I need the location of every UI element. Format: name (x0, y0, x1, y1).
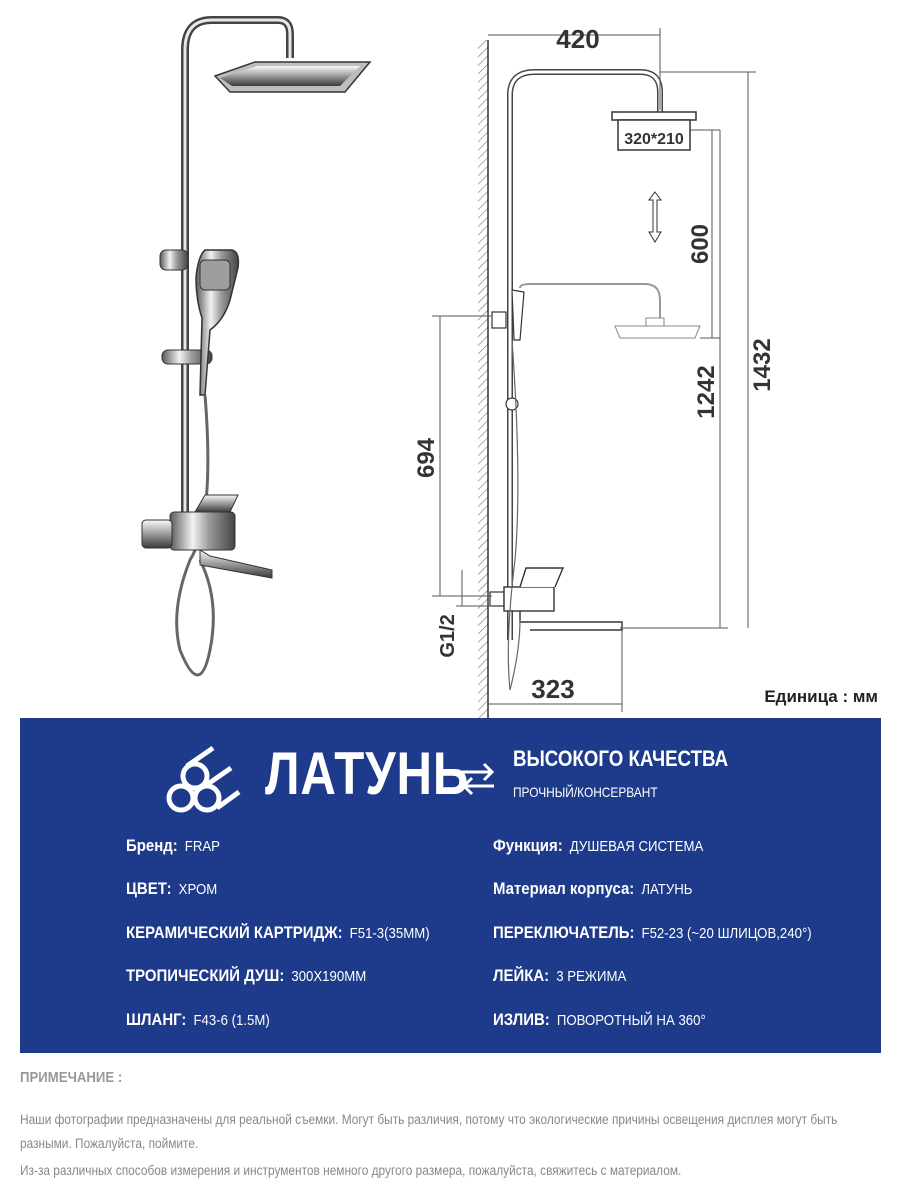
banner-title: ЛАТУНЬ (265, 740, 470, 807)
spec-color (126, 879, 217, 899)
dim-head-size: 320*210 (624, 131, 684, 148)
dim-spout: 323 (531, 674, 575, 704)
spec-value: F52-23 (~20 ШЛИЦОВ,240°) (641, 925, 812, 942)
spec-rain-shower (126, 966, 366, 986)
spec-label: ЦВЕТ: (126, 879, 172, 898)
spec-value: ХРОМ (178, 881, 218, 898)
spec-label: ЛЕЙКА: (493, 966, 550, 985)
spec-value: 3 РЕЖИМА (556, 968, 627, 985)
spec-label: Функция: (493, 836, 563, 855)
spec-label: ШЛАНГ: (126, 1010, 187, 1029)
spec-value: ДУШЕВАЯ СИСТЕМА (569, 838, 704, 855)
spec-value: FRAP (184, 838, 220, 855)
spec-brand (126, 836, 220, 856)
spec-value: F43-6 (1.5M) (193, 1012, 270, 1029)
spec-hand-shower (493, 966, 626, 986)
brass-pipes-icon (165, 742, 243, 814)
spec-label: ТРОПИЧЕСКИЙ ДУШ: (126, 966, 285, 985)
spec-value: F51-3(35MM) (349, 925, 430, 942)
spec-label: КЕРАМИЧЕСКИЙ КАРТРИДЖ: (126, 923, 343, 942)
spec-value: 300X190MM (291, 968, 367, 985)
dim-adjust: 600 (687, 223, 714, 265)
spec-diverter (493, 923, 812, 943)
note-line-1: Наши фотографии предназначены для реальной съемки. Могут быть различия, потому что экологические причины освещения дисплея могут быть разными. Пожалуйста, поймите. (20, 1112, 838, 1151)
quality-title: ВЫСОКОГО КАЧЕСТВА (513, 746, 729, 771)
exchange-arrows-icon (458, 760, 498, 796)
spec-spout (493, 1010, 706, 1030)
spec-value: ПОВОРОТНЫЙ НА 360° (556, 1012, 706, 1029)
dim-width-top: 420 (556, 24, 600, 54)
dim-height-1242: 1242 (693, 365, 720, 419)
unit-label: Единица : мм (764, 687, 878, 706)
spec-label: ИЗЛИВ: (493, 1010, 550, 1029)
quality-subtitle: ПРОЧНЫЙ/КОНСЕРВАНТ (513, 784, 658, 800)
spec-label: Материал корпуса: (493, 879, 635, 898)
spec-panel (20, 718, 881, 1053)
product-photo (142, 20, 370, 675)
note-line-2: Из-за различных способов измерения и инструментов немного другого размера, пожалуйста, свяжитесь с материалом. (20, 1163, 682, 1178)
dim-height-1432: 1432 (749, 338, 776, 392)
spec-value: ЛАТУНЬ (641, 881, 693, 898)
dim-thread: G1/2 (437, 614, 459, 658)
spec-label: ПЕРЕКЛЮЧАТЕЛЬ: (493, 923, 635, 942)
spec-body-material (493, 879, 692, 899)
note-title: ПРИМЕЧАНИЕ : (20, 1069, 123, 1086)
spec-cartridge (126, 923, 430, 943)
spec-function (493, 836, 703, 856)
dim-height-694: 694 (413, 437, 440, 479)
spec-label: Бренд: (126, 836, 178, 855)
spec-hose (126, 1010, 270, 1030)
